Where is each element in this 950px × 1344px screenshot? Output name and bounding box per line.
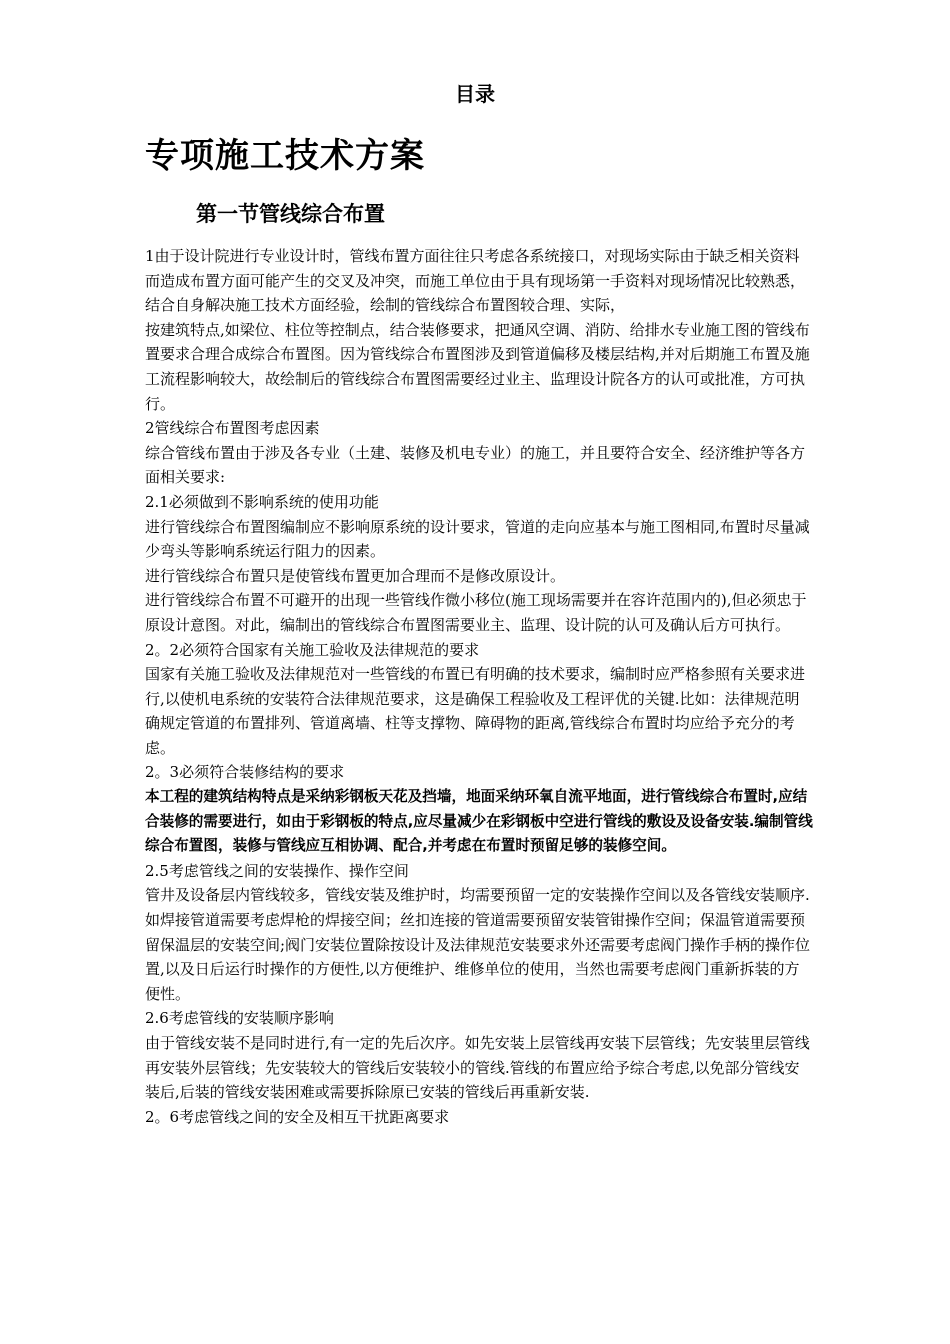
paragraph: 进行管线综合布置不可避开的出现一些管线作微小移位(施工现场需要并在容许范围内的),但必须忠于原设计意图。对此，编制出的管线综合布置图需要业主、监理、设计院的认可及确认后方可执行。 [145,591,807,634]
subheading: 2。3必须符合装修结构的要求 [145,763,345,782]
subheading: 2.1必须做到不影响系统的使用功能 [145,492,379,511]
paragraph: 进行管线综合布置只是使管线布置更加合理而不是修改原设计。 [145,566,566,585]
subheading: 2.6考虑管线的安装顺序影响 [145,1009,334,1028]
subheading: 2管线综合布置图考虑因素 [145,419,320,438]
paragraph: 综合管线布置由于涉及各专业（土建、装修及机电专业）的施工，并且要符合安全、经济维护等各方面相关要求: [145,443,806,487]
paragraph: 按建筑特点,如梁位、柱位等控制点，结合装修要求，把通风空调、消防、给排水专业施工图的管线布置要求合理合成综合布置图。因为管线综合布置图涉及到管道偏移及楼层结构,并对后期施工布置及施工流程影响较大，故绘制后的管线综合布置图需要经过业主、监理设计院各方的认可或批准，方可执行。 [145,320,810,413]
bold-paragraph: 本工程的建筑结构特点是采纳彩钢板天花及挡墙，地面采纳环氧自流平地面，进行管线综合布置时,应结合装修的需要进行，如由于彩钢板的特点,应尽量减少在彩钢板中空进行管线的敷设及设备安装.编制管线综合布置图，装修与管线应互相协调、配合,并考虑在布置时预留足够的装修空间。 [145,788,813,855]
document-title: 专项施工技术方案 [145,136,425,176]
paragraph: 国家有关施工验收及法律规范对一些管线的布置已有明确的技术要求，编制时应严格参照有关要求进行,以使机电系统的安装符合法律规范要求，这是确保工程验收及工程评优的关键.比如：法律规范明确规定管道的布置排列、管道离墙、柱等支撑物、障碍物的距离,管线综合布置时均应给予充分的考虑。 [145,665,806,757]
document-body [145,244,813,1129]
subheading: 2。6考虑管线之间的安全及相互干扰距离要求 [145,1107,450,1126]
toc-heading: 目录 [455,82,495,106]
paragraph: 由于管线安装不是同时进行,有一定的先后次序。如先安装上层管线再安装下层管线；先安装里层管线再安装外层管线；先安装较大的管线后安装较小的管线.管线的布置应给予综合考虑,以免部分管线安装后,后装的管线安装困难或需要拆除原已安装的管线后再重新安装. [145,1034,810,1102]
subheading: 2.5考虑管线之间的安装操作、操作空间 [145,861,409,880]
subheading: 2。2必须符合国家有关施工验收及法律规范的要求 [145,640,480,659]
paragraph: 管井及设备层内管线较多，管线安装及维护时，均需要预留一定的安装操作空间以及各管线安装顺序.如焊接管道需要考虑焊枪的焊接空间；丝扣连接的管道需要预留安装管钳操作空间；保温管道需要预留保温层的安装空间;阀门安装位置除按设计及法律规范安装要求外还需要考虑阀门操作手柄的操作位置,以及日后运行时操作的方便性,以方便维护、维修单位的使用，当然也需要考虑阀门重新拆装的方便性。 [145,886,811,1003]
paragraph: 1由于设计院进行专业设计时，管线布置方面往往只考虑各系统接口，对现场实际由于缺乏相关资料而造成布置方面可能产生的交叉及冲突，而施工单位由于具有现场第一手资料对现场情况比较熟悉，结合自身解决施工技术方面经验，绘制的管线综合布置图较合理、实际， [145,247,806,315]
section-title: 第一节管线综合布置 [196,202,385,226]
paragraph: 进行管线综合布置图编制应不影响原系统的设计要求，管道的走向应基本与施工图相同,布置时尽量减少弯头等影响系统运行阻力的因素。 [145,517,810,561]
